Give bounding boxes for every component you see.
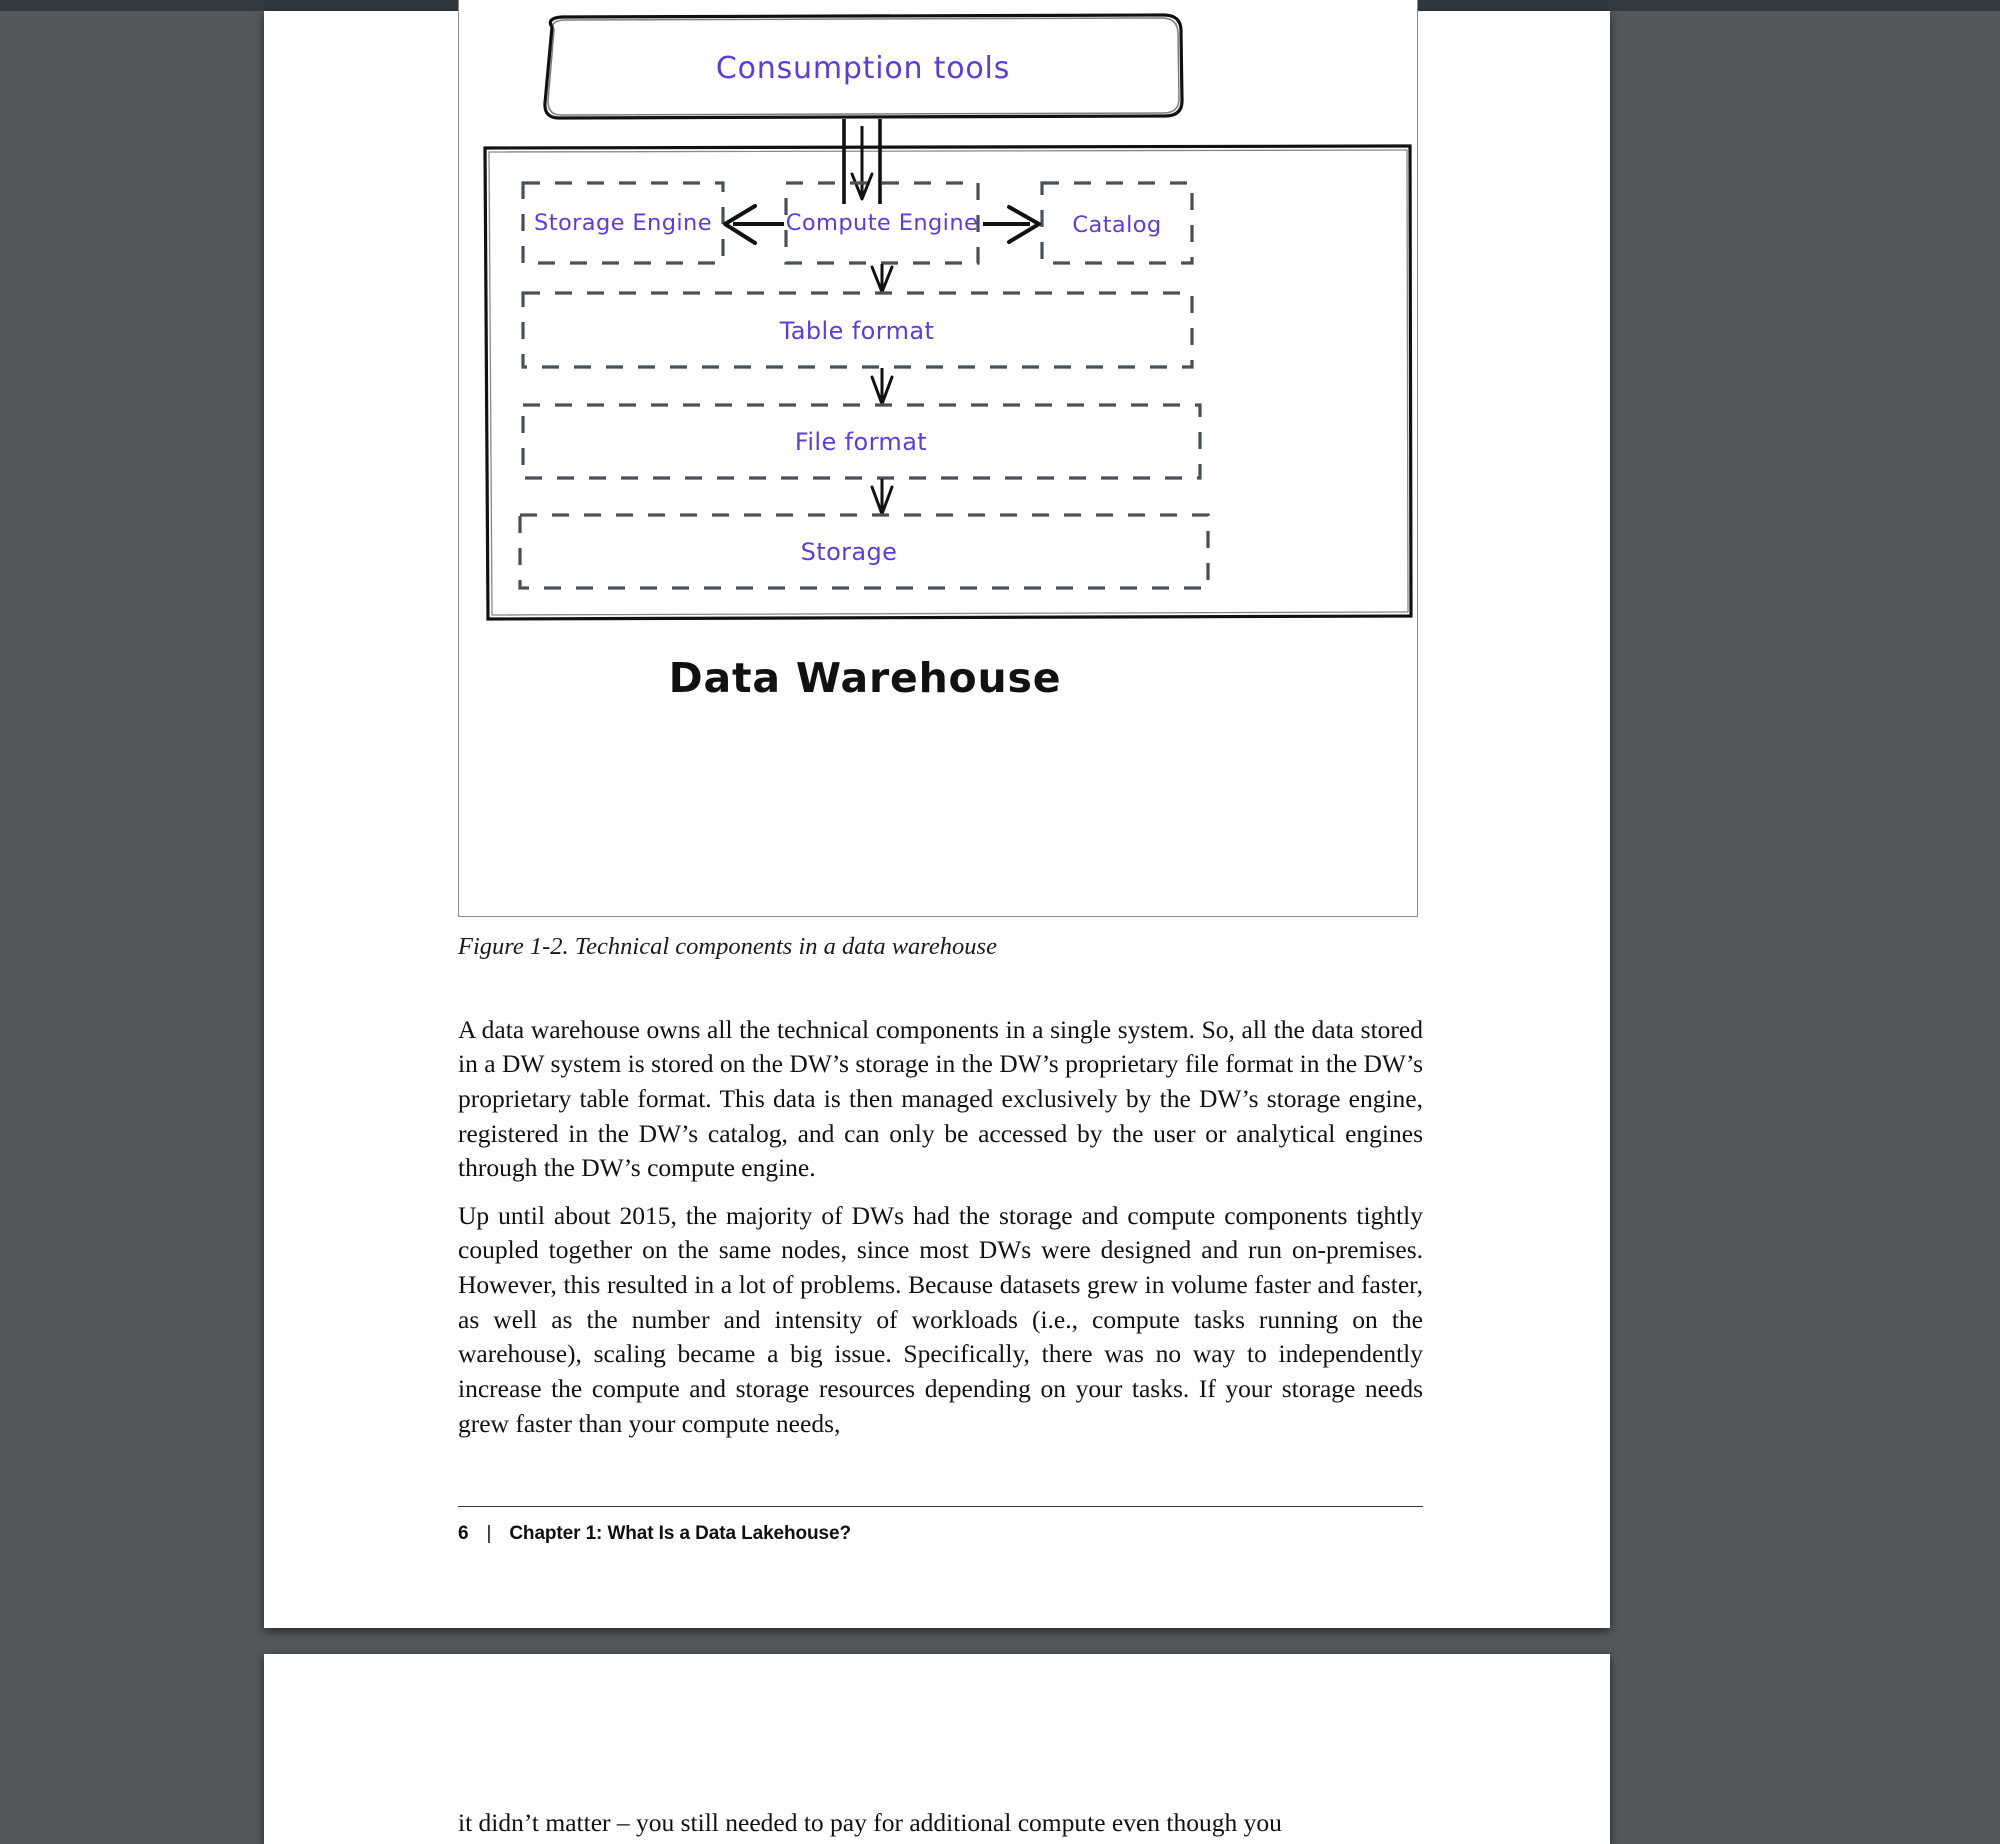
body-paragraph-2: Up until about 2015, the majority of DWs had the storage and compute components tightly coupled together on the same nodes, since most DWs were designed and run on-premises. However, this resulted in a lot of problems. Because datasets grew in volume faster and faster, as well as the number and intensity of workloads (i.e., compute tasks running on the warehouse), scaling became a big issue. Specifically, there was no way to independently increase the compute and storage resources depending on your tasks. If your storage needs grew faster than your compute needs, <box>458 1200 1423 1438</box>
figure-title-data-warehouse: Data Warehouse <box>668 654 1062 702</box>
document-page-2[interactable] <box>264 1654 1610 1844</box>
footer-content <box>458 1523 1423 1545</box>
node-storage-engine <box>523 183 723 263</box>
node-label-table-format: Table format <box>779 317 935 345</box>
edge-file-format-to-storage <box>872 479 892 514</box>
edge-compute-to-table-format <box>872 264 892 292</box>
node-label-consumption-tools: Consumption tools <box>715 51 1011 86</box>
body-paragraph-continuation: it didn’t matter – you still needed to pay for additional compute even though you <box>458 1807 1282 1837</box>
footer-divider <box>458 1506 1423 1507</box>
node-label-file-format: File format <box>794 428 928 456</box>
page-footer <box>458 1506 1423 1545</box>
node-label-storage-engine: Storage Engine <box>534 210 712 236</box>
node-storage <box>520 515 1208 588</box>
footer-separator: | <box>486 1523 492 1544</box>
document-page-1[interactable] <box>264 11 1610 1628</box>
node-compute-engine <box>786 183 978 263</box>
footer-page-number: 6 <box>458 1523 469 1544</box>
node-table-format <box>523 293 1192 367</box>
node-label-catalog: Catalog <box>1072 212 1162 238</box>
figure-1-2-frame <box>458 0 1418 917</box>
footer-chapter-title: Chapter 1: What Is a Data Lakehouse? <box>509 1523 851 1544</box>
edge-table-format-to-file-format <box>872 368 892 404</box>
edge-compute-to-catalog <box>983 207 1039 242</box>
body-paragraph-1: A data warehouse owns all the technical components in a single system. So, all the data stored in a DW system is stored on the DW’s storage in the DW’s proprietary file format in the DW’s proprietary table format. This data is then managed exclusively by the DW’s storage engine, registered in the DW’s catalog, and can only be accessed by the user or analytical engines through the DW’s compute engine. <box>458 1014 1423 1183</box>
node-file-format <box>523 405 1200 478</box>
edge-compute-to-storage-engine <box>725 206 784 243</box>
edge-consumption-to-compute <box>844 119 880 204</box>
node-consumption-tools <box>545 15 1182 118</box>
figure-1-2-diagram <box>459 0 1419 918</box>
node-label-storage: Storage <box>800 538 898 566</box>
figure-caption: Figure 1-2. Technical components in a data warehouse <box>458 933 997 960</box>
node-label-compute-engine: Compute Engine <box>785 210 979 236</box>
node-catalog <box>1042 183 1192 263</box>
